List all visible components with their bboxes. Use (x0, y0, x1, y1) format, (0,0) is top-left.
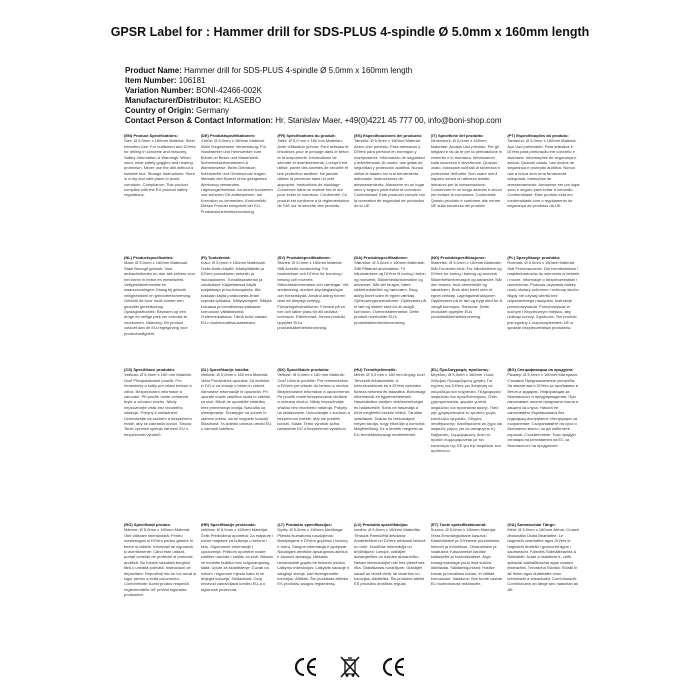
spec-body: Rozmiar: Ø 5,0mm x 160mm Materiał: Stal Przeznaczenie: Dla rzemieślników i majsterkowiczów do wiercenia w betonie i murze. Informacje o bezpieczeństwie i ostrzeżenia: Podczas używania należy nosić okulary ochronne i ochronę słuchu. Nigdy nie używaj wiertła bez odpowiedniego narzędzia. Instrukcje przechowywania: Przechowywać w suchym i bezpiecznym miejscu, aby uniknąć korozji. Zgodność: Ten produkt jest zgodny z rozporządzeniem UE w sprawie bezpieczeństwa produktów. (507, 260, 580, 331)
spec-body: Méret: Ø 5,0 mm x 160 mm Anyag: Acél Tervezett felhasználás: A kézműveseknek és a DIYers számára fúrásra betonba és falazatba. Biztonsági információk és figyelmeztetések: Használatkor viseljen védőszemüveget és hallásvédőt. Soha ne használja a fúrót megfelelő eszköz nélkül. Tárolási utasítások: Száraz és biztonságos helyen tárolja, hogy elkerülje a korróziót. Megfelelőség: Ez a termék megfelel az EU termékbiztonsági rendeletének. (353, 372, 426, 437)
spec-cell (201, 522, 274, 662)
contact-label: Contact Person & Contact Information: (125, 116, 274, 125)
spec-heading: (LV) Produkta specifikācijas: (353, 522, 409, 527)
spec-body: Dydis: Ø 5,0mm x 160mm Medžiaga: Plienas Numatoma naudojimas: Bradytojams ir DIYers gręžimui į betoną ir mūrą. Saugos informacija ir įspėjimai: Naudojant dėvėkite apsauginius akinius ir klausos apsaugą. Niekada nenaudokite grąžto be tinkamo įrankio. Laikymo instrukcijos: Laikykite sausoje ir saugioje vietoje, kad išvengtumėte korozijos. Atitiktis: Šis produktas atitinka ES produktų saugos reglamentą. (277, 527, 350, 587)
spec-body: Tamanho: Ø 5,0mm x 160mm Material: Aço Uso pretendido: Para artesãos e DIYers para perfuração em concreto e alvenaria. Informações de segurança e avisos: Quando usado, use óculos de segurança e proteção auditiva. Nunca use a broca sem uma ferramenta adequada. Instruções de armazenamento: Armazene em um lugar seco e seguro para evitar a corrosão. Conformidade: Este produto está em conformidade com o regulamento de segurança de produtos da UE. (507, 138, 580, 209)
spec-body: Размер: Ø 5,0mm x 160mm Материал: Стомана Предназначение употреба: За занаятчии и DIYers за пробиване в бетон и зидария. Информация за безопасност и предупреждения: При използване носете предпазни очила и защита за слуха. Никога не използвайте бормашината без подходящ инструмент. Инструкции за съхранение: Съхранявайте на сухо и безопасно място, за да избегнете корозия. Съответствие: Този продукт отговаря на регламента на ЕС за безопасност на продуктите. (507, 372, 579, 448)
spec-heading: (IT) Specifiche del prodotto: (430, 133, 484, 138)
spec-heading: (NL) Productspecificaties: (124, 255, 174, 260)
certification-icons (0, 654, 700, 680)
product-info (125, 66, 595, 126)
spec-cell (124, 133, 197, 255)
spec-heading: (DE) Produktspezifikationen: (200, 133, 256, 138)
country-row (125, 106, 595, 116)
spec-heading: (LT) Produkto specifikacijos: (277, 522, 332, 527)
spec-heading: (GA) Sonraíochtaí Táirge: (507, 522, 556, 527)
country-value: Germany (196, 106, 230, 115)
item-number-value: 106181 (178, 76, 206, 85)
manufacturer-row (125, 96, 595, 106)
spec-body: Størrelse: Ø 5,0mm x 160mm Materiale: Stål Påtænkt anvendelse: Til håndværkere og DIYere til boring i beton og murværk. Sikkerhedsinformation og advarsler: Når det bruges, bære sikkerhedsbriller og høreværn. Brug aldrig boret uden et egnet værktøj. Opbevaringsinstruktioner: Opbevares på et tørt og sikkert sted for at undgå korrosion. Overensstemmelse: Dette produkt overholder EU's produktsikkerhedsforordning. (353, 260, 426, 325)
variation-number-value: BONI-42466-002K (196, 86, 262, 95)
spec-body: Velikost: Ø 5,0mm x 160 mm Materiál: Ocel Předpokládané použití: Pro řemeslníky a kutily pro vrtání betonu a zdiva. Bezpečnostní informace a varování: Při použití noste ochranné brýle a ochranu sluchu. Nikdy nepoužívejte vrták bez vhodného nástroje. Pokyny k uskladnění: Uchovávejte na suchém a bezpečném místě, aby se zabránilo korozi. Shoda: Tento výrobek splňuje nařízení EU o bezpečnosti výrobků. (124, 372, 192, 437)
spec-heading: (ES) Especificaciones del producto: (353, 133, 423, 138)
spec-cell (277, 522, 350, 662)
ce-mark-icon (293, 654, 319, 680)
spec-cell (431, 255, 504, 367)
spec-body: Tamaño: Ø 5,0mm x 160mm Material: Acero Uso previsto: Para artesanos y DIYers para perforar en hormigón y mampostería. Información de seguridad y advertencias: Al usarlo, use gafas de seguridad y protección auditiva. Nunca utilice el taladro sin una herramienta adecuada. Instrucciones de almacenamiento: Almacene en un lugar seco y seguro para evitar la corrosión. Conformidad: Este producto cumple con la normativa de seguridad de productos de la UE. (353, 138, 426, 209)
contact-row (125, 116, 595, 126)
spec-cell (277, 367, 350, 522)
spec-body: Storlek: Ø 5,0mm x 160mm Material: Stål Avsedd användning: För hantverkare och DIYers för borrning i betong och murverk. Säkerhetsinformation och varningar: Vid användning, använd skyddsglasögon och hörselskydd. Använd aldrig borren utan ett lämpligt verktyg. Förvaringsinstruktioner: Förvara på en torr och säker plats för att undvika korrosion. Efterlevnad: Denna produkt uppfyller EU:s produktsäkerhetsförordning. (277, 260, 349, 331)
spec-body: Size: Ø 5.0mm x 160mm Material: Steel Intended Use: For craftsmen and DIYers for drilling in concrete and masonry. Safety Information & Warnings: When used, wear safety goggles and hearing protection. Never use the drill without a suitable tool. Storage Instructions: Store in a dry and safe place to avoid corrosion. Compliance: This product complies with the EU product safety regulations. (124, 138, 196, 198)
spec-body: Izmērs: Ø 5,0mm x 160mm Materiāls: Tērauds Paredzētā lietošana: Amatniekiem un DIYers urbšanai betonā un mūrī. Drošības informācija un brīdinājumi: Lietojot, valkājiet aizsargbrilles un dzirdes aizsardzību. Nekad neizmantojiet urbi bez piemērota rīka. Glabāšanas norādījumi: Glabājiet sausā un drošā vietā, lai izvairītos no korozijas. Atbilstība: Šis produkts atbilst ES produktu drošības regulai. (353, 527, 426, 587)
spec-body: Mărime: Ø 5,0mm x 160mm Material: Oțel Utilizare intenționată: Pentru meșteșugari și DIYers pentru găurire în beton și zidărie. Informații de siguranță și avertismente: Când este utilizat, purtați ochelari de protecție și protecție auditivă. Nu folosiți niciodată burghiul fără o unealtă potrivită. Instrucțiuni de depozitare: Depozitați într-un loc uscat și sigur pentru a evita coroziunea. Conformitate: Acest produs respectă reglementările UE privind siguranța produselor. (124, 527, 197, 598)
spec-heading: (PL) Specyfikacje produktu: (507, 255, 561, 260)
spec-heading: (ET) Toote spetsifikatsioonid: (430, 522, 487, 527)
spec-heading: (FI) Tuotetiedot: (200, 255, 231, 260)
spec-heading: (EN) Product Specifications: (124, 133, 179, 138)
spec-cell (507, 133, 580, 255)
spec-cell (201, 255, 274, 367)
spec-cell (354, 522, 427, 662)
spec-cell (507, 522, 580, 662)
spec-cell (354, 255, 427, 367)
variation-number-row (125, 86, 595, 96)
spec-body: Velikost: Ø 5,0mm x 160 mm Material: Jeklo Predvidena uporaba: Za obrtnike in DIY-e za vrtanje v beton in zidove. Varnostne informacije in opozorila: Pri uporabi nosite zaščitna očala in zaščito za sluh. Nikoli ne uporabite vrtalnika brez primernega orodja. Navodila za shranjevanje: Shranjujte na suhem in varnem mestu, da se izognete koroziji. Skladnost: Ta izdelek ustreza uredbi EU o varnosti izdelkov. (200, 372, 272, 432)
variation-number-label: Variation Number: (125, 86, 194, 95)
spec-cell (507, 255, 580, 367)
product-name-value: Hammer drill for SDS-PLUS 4-spindle Ø 5.0mm x 160mm length (184, 66, 413, 75)
manufacturer-label: Manufacturer/Distributor: (125, 96, 222, 105)
spec-body: Größe: Ø 5,0mm x 160mm Material: Stahl Vorgesehene Verwendung: Für Handwerker und Heimwerker zum Bohren in Beton und Mauerwerk. Sicherheitsinformationen & Warnhinweise: Beim Gebrauch Schutzbrille und Gehörschutz tragen. Niemals den Bohrer ohne geeignetes Werkzeug verwenden. Lagerungshinweise: An einem trockenen und sicheren Ort aufbewahren, um Korrosion zu vermeiden. Konformität: Dieses Produkt entspricht der EU-Produktsicherheitsverordnung. (200, 138, 273, 214)
spec-heading: (PT) Especificações do produto: (507, 133, 569, 138)
product-name-label: Product Name: (125, 66, 182, 75)
spec-heading: (CS) Specifikace produktu: (124, 367, 176, 372)
spec-body: Maat: Ø 5,0mm x 160mm Materiaal: Staal Beoogd gebruik: Voor ambachtslieden en doe-het-zelvers voor het boren in beton en metselwerk. Veiligheidsinformatie en waarschuwingen: Draag bij gebruik veiligheidsbril en gehoorbescherming. Gebruik de boor nooit zonder een geschikt gereedschap. Opslaginstructies: Bewaren op een droge en veilige plek om corrosie te voorkomen. Naleving: Dit product voldoet aan de EU-regelgeving voor productveiligheid. (124, 260, 196, 336)
spec-body: Taille: Ø 5,0 mm x 160 mm Matériau: Acier Utilisation prévue: Pour artisans et bricoleurs pour le perçage dans le béton et la maçonnerie. Informations de sécurité et avertissements: Lorsqu'il est utilisé, porter des lunettes de sécurité et une protection auditive. Ne jamais utiliser la perceuse sans un outil approprié. Instructions de stockage: Conserver dans un endroit sec et sûr pour éviter la corrosion. Conformité: Ce produit est conforme à la réglementation de l'UE sur la sécurité des produits. (277, 138, 349, 209)
spec-heading: (HR) Specifikacije proizvoda: (200, 522, 256, 527)
spec-cell (277, 133, 350, 255)
spec-heading: (NO) Produktspesifikasjoner: (430, 255, 486, 260)
spec-body: Μέγεθος: Ø 5,0mm x 160mm Υλικό: Χάλυβας Προοριζόμενη χρήση: Για τεχνίτες και DIYers για διάτρηση σε σκυρόδεμα και τοιχοποιία. Πληροφορίες ασφαλείας και προειδοποιήσεις: Όταν χρησιμοποιείται, φοράτε γυαλιά ασφαλείας και προστασία ακοής. Ποτέ μην χρησιμοποιείτε το τρυπάνι χωρίς κατάλληλο εργαλείο. Οδηγίες αποθήκευσης: Αποθηκεύστε σε ξηρό και ασφαλές μέρος για να αποφύγετε τη διάβρωση. Συμμόρφωση: Αυτό το προϊόν συμμορφώνεται με τον κανονισμό της ΕΕ για την ασφάλεια των προϊόντων. (430, 372, 503, 454)
contact-value: Hr. Stanislav Maer, +49(0)4221 45 777 00, info@boni-shop.com (275, 116, 502, 125)
spec-heading: (DA) Produktspecifikationer: (353, 255, 409, 260)
spec-heading: (HU) Termékjellemzők: (353, 367, 397, 372)
spec-body: Veľkosť: Ø 5,0mm x 160 mm Materiál: Oceľ Určené použitie: Pre remeselníkov a DIYers pre vŕtanie do betónu a muriva. Bezpečnostné informácie a upozornenia: Pri použití noste bezpečnostné okuliare a ochranu sluchu. Nikdy nepoužívajte vŕtačku bez vhodného nástroja. Pokyny na skladovanie: Uchovávajte v suchom a bezpečnom mieste, aby ste predišli korózii. Súlad: Tento výrobok spĺňa nariadenie EÚ o bezpečnosti výrobkov. (277, 372, 350, 432)
spec-cell (201, 133, 274, 255)
product-name-row (125, 66, 595, 76)
spec-cell (124, 367, 197, 522)
spec-heading: (SV) Produktspecifikationer: (277, 255, 332, 260)
spec-cell (354, 367, 427, 522)
spec-cell (431, 133, 504, 255)
spec-heading: (SK) Špecifikácie produktu: (277, 367, 330, 372)
spec-cell (431, 367, 504, 522)
spec-cell (354, 133, 427, 255)
no-trash-bin-icon (337, 654, 363, 680)
manufacturer-value: KLASEBO (223, 96, 262, 105)
spec-cell (124, 255, 197, 367)
spec-heading: (SL) Specifikacije izdelka: (200, 367, 250, 372)
item-number-row (125, 76, 595, 86)
spec-heading: (EL) Προδιαγραφές προϊόντος: (430, 367, 490, 372)
spec-cell (277, 255, 350, 367)
spec-grid (124, 133, 580, 662)
spec-cell (124, 522, 197, 662)
spec-body: Suurus: Ø 5,0mm x 160mm Materjal: Teras Eesmärgipärane kasutus: Käsitöölistele ja DIYeritele puurimiseks betooni ja müüritisse. Ohutusteave ja hoiatused: Kasutamisel kandke kaitseprille ja kuulmiskaitset. Ärge kunagi kasutage puuri ilma sobiva tööriistata. Säilitamisjuhised: Hoidke kuivas ja turvalises kohas, et vältida korrosiooni. Vastavus: See toode vastab ELi tooteohutuse määrusele. (430, 527, 502, 587)
spec-cell (507, 367, 580, 522)
spec-body: Veličina: Ø 5,0mm x 160mm Materijal: Čelik Predviđena upotreba: Za majstore i kućne majstore za bušenje u betonu i zidu. Sigurnosne informacije i upozorenja: Prilikom upotrebe nosite zaštitne naočale i zaštitu za sluh. Nikada ne koristite bušilicu bez odgovarajućeg alata. Upute za skladištenje: Čuvati na suhom i sigurnom mjestu kako bi se izbjegla korozija. Sukladnost: Ovaj proizvod zadovoljava uredbu EU-a o sigurnosti proizvoda. (200, 527, 274, 592)
page-title: GPSR Label for : Hammer drill for SDS-PLUS 4-spindle Ø 5.0mm x 160mm length (110, 25, 590, 39)
spec-body: Dimensioni: Ø 5,0mm x 160mm Materiale: Acciaio Uso previsto: Per gli artigiani e fai da te per la perforazione in cemento e in muratura. Informazioni sulla sicurezza e avvertenze: Quando usato, indossare occhiali di sicurezza e protezione dell'udito. Non usare mai il trapano senza un attrezzo adatto. Istruzioni per la conservazione: Conservare in un luogo asciutto e sicuro per evitare la corrosione. Conformità: Questo prodotto è conforme alle norme UE sulla sicurezza dei prodotti. (430, 138, 503, 209)
spec-body: Koko: Ø 5,0mm x 160mm Materiaali: Teräs Aiottu käyttö: Käsityöläisille ja DIYers poraukseen betoniin ja muuraukseen. Turvallisuustiedot ja varoitukset: Käytettäessä käytä suojalaseja ja kuulosuojaimia. Älä koskaan käytä porakonetta ilman sopivaa työkalua. Säilytysohjeet: Säilytä kuivassa ja turvallisessa paikassa korroosion välttämiseksi. Yhdenmukaisuus: Tämä tuote vastaa EU:n tuoteturvallisuusasetusta. (200, 260, 272, 325)
spec-body: Méid: Ø 5,0mm x 160mm Ábhar: Cruach dhosmálta Úsáid Beartaithe: Le haghaidh ceardaithe agus DIYers le haghaidh druileáil i gcoincréit agus i saoirseacht. Faisnéis Sábháilteachta & Rabhaidh: Nuair a úsáidtear é, caith spéaclaí sábháilteachta agus cosaint éisteachta. Treoracha Stórála: Stóráil in áit thirim agus shábháilte chun creimeadh a sheachaint. Comhlíonadh: Comhlíonann an táirge seo rialachán an AE. (507, 527, 580, 592)
item-number-label: Item Number: (125, 76, 177, 85)
spec-heading: (BG) Спецификации на продукта: (507, 367, 574, 372)
spec-cell (431, 522, 504, 662)
spec-cell (201, 367, 274, 522)
country-label: Country of Origin: (125, 106, 194, 115)
spec-heading: (FR) Spécifications du produit: (277, 133, 336, 138)
spec-heading: (RO) Specificații produs: (124, 522, 171, 527)
ce-mark-icon (381, 654, 407, 680)
spec-body: Størrelse: Ø 5,0mm x 160mm Materiale: Stål Forventet bruk: For håndverkere og DIYere for boring i betong og murverk. Sikkerhetsinformasjon og advarsler: Når den brukes, bruk vernebriller og hørselvern. Bruk aldri boret uten et egnet verktøy. Lagringsinstruksjoner: Oppbevares på et tørt og trygt sted for å unngå korrosjon. Samsvar: Dette produktet oppfyller EUs produktsikkerhetsforordning. (430, 260, 502, 320)
